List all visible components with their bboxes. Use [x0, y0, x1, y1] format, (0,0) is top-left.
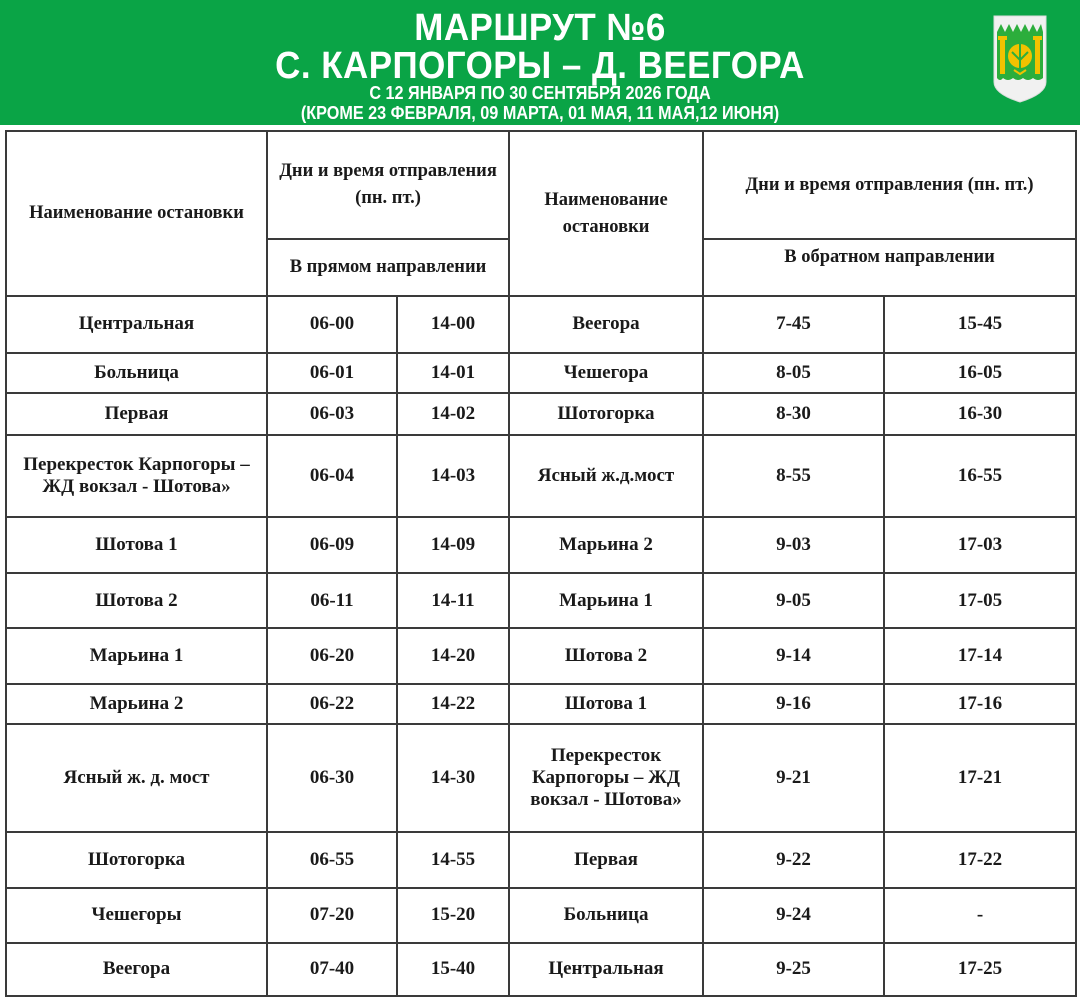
time-forward-2: 14-09	[397, 517, 509, 573]
stop-forward: Марьина 1	[6, 628, 267, 684]
table-row	[6, 517, 1076, 573]
time-reverse-1: 9-03	[703, 517, 884, 573]
stop-reverse: Первая	[509, 832, 703, 888]
route-endpoints: С. КАРПОГОРЫ – Д. ВЕЕГОРА	[275, 45, 805, 87]
table-row	[6, 435, 1076, 517]
header-stop-name-reverse: Наименование остановки	[509, 131, 703, 296]
time-reverse-1: 8-05	[703, 353, 884, 393]
stop-reverse: Веегора	[509, 296, 703, 352]
table-row	[6, 724, 1076, 831]
time-forward-2: 14-20	[397, 628, 509, 684]
stop-forward: Перекресток Карпогоры – ЖД вокзал - Шотова»	[6, 435, 267, 517]
time-reverse-2: 17-25	[884, 943, 1076, 996]
header-days-time-reverse: Дни и время отправления (пн. пт.)	[703, 131, 1076, 239]
time-forward-2: 14-03	[397, 435, 509, 517]
time-forward-2: 14-30	[397, 724, 509, 831]
stop-forward: Ясный ж. д. мост	[6, 724, 267, 831]
time-reverse-2: 17-14	[884, 628, 1076, 684]
time-forward-1: 06-03	[267, 393, 397, 435]
time-reverse-2: 17-16	[884, 684, 1076, 724]
stop-reverse: Ясный ж.д.мост	[509, 435, 703, 517]
time-forward-2: 14-01	[397, 353, 509, 393]
stop-forward: Веегора	[6, 943, 267, 996]
time-forward-1: 06-11	[267, 573, 397, 628]
time-forward-2: 14-22	[397, 684, 509, 724]
time-reverse-2: 16-30	[884, 393, 1076, 435]
time-reverse-2: 17-22	[884, 832, 1076, 888]
time-reverse-2: 17-03	[884, 517, 1076, 573]
stop-forward: Шотова 1	[6, 517, 267, 573]
table-row	[6, 943, 1076, 996]
validity-period: С 12 ЯНВАРЯ ПО 30 СЕНТЯБРЯ 2026 ГОДА	[369, 83, 711, 103]
time-reverse-1: 9-22	[703, 832, 884, 888]
header-days-time-forward: Дни и время отправления (пн. пт.)	[267, 131, 509, 239]
stop-reverse: Марьина 1	[509, 573, 703, 628]
time-reverse-2: 16-55	[884, 435, 1076, 517]
stop-reverse: Шотогорка	[509, 393, 703, 435]
stop-forward: Больница	[6, 353, 267, 393]
route-title: МАРШРУТ №6	[414, 7, 666, 49]
time-forward-1: 06-30	[267, 724, 397, 831]
time-forward-1: 06-09	[267, 517, 397, 573]
time-reverse-1: 9-14	[703, 628, 884, 684]
stop-forward: Шотова 2	[6, 573, 267, 628]
time-reverse-1: 8-30	[703, 393, 884, 435]
stop-reverse: Центральная	[509, 943, 703, 996]
time-forward-1: 06-01	[267, 353, 397, 393]
table-row	[6, 888, 1076, 943]
time-reverse-2: 17-05	[884, 573, 1076, 628]
time-reverse-2: 15-45	[884, 296, 1076, 352]
stop-reverse: Чешегора	[509, 353, 703, 393]
table-row	[6, 296, 1076, 352]
time-reverse-2: 17-21	[884, 724, 1076, 831]
stop-forward: Первая	[6, 393, 267, 435]
time-reverse-1: 9-05	[703, 573, 884, 628]
stop-forward: Марьина 2	[6, 684, 267, 724]
time-forward-2: 14-11	[397, 573, 509, 628]
stop-reverse: Шотова 2	[509, 628, 703, 684]
table-row	[6, 628, 1076, 684]
time-reverse-1: 9-16	[703, 684, 884, 724]
time-forward-2: 15-40	[397, 943, 509, 996]
header-stop-name-forward: Наименование остановки	[6, 131, 267, 296]
time-forward-1: 06-55	[267, 832, 397, 888]
stop-reverse: Шотова 1	[509, 684, 703, 724]
time-forward-2: 14-02	[397, 393, 509, 435]
time-forward-1: 06-20	[267, 628, 397, 684]
time-forward-1: 06-22	[267, 684, 397, 724]
stop-reverse: Перекресток Карпогоры – ЖД вокзал - Шотова»	[509, 724, 703, 831]
stop-forward: Центральная	[6, 296, 267, 352]
time-reverse-2: 16-05	[884, 353, 1076, 393]
time-forward-1: 07-20	[267, 888, 397, 943]
time-reverse-2: -	[884, 888, 1076, 943]
time-reverse-1: 9-24	[703, 888, 884, 943]
time-reverse-1: 9-25	[703, 943, 884, 996]
header-banner	[0, 0, 1080, 125]
stop-reverse: Больница	[509, 888, 703, 943]
table-row	[6, 353, 1076, 393]
time-forward-1: 06-00	[267, 296, 397, 352]
table-row	[6, 393, 1076, 435]
schedule-table	[5, 130, 1077, 997]
table-row	[6, 832, 1076, 888]
exception-dates: (КРОМЕ 23 ФЕВРАЛЯ, 09 МАРТА, 01 МАЯ, 11 МАЯ,12 ИЮНЯ)	[300, 103, 780, 123]
stop-reverse: Марьина 2	[509, 517, 703, 573]
time-forward-1: 07-40	[267, 943, 397, 996]
time-reverse-1: 7-45	[703, 296, 884, 352]
table-row	[6, 684, 1076, 724]
stop-forward: Чешегоры	[6, 888, 267, 943]
time-forward-2: 14-00	[397, 296, 509, 352]
time-forward-2: 14-55	[397, 832, 509, 888]
header-direction-forward: В прямом направлении	[267, 239, 509, 296]
time-reverse-1: 9-21	[703, 724, 884, 831]
time-forward-2: 15-20	[397, 888, 509, 943]
stop-forward: Шотогорка	[6, 832, 267, 888]
header-direction-reverse: В обратном направлении	[703, 239, 1076, 296]
table-row	[6, 573, 1076, 628]
time-forward-1: 06-04	[267, 435, 397, 517]
coat-of-arms-icon	[992, 12, 1048, 104]
time-reverse-1: 8-55	[703, 435, 884, 517]
